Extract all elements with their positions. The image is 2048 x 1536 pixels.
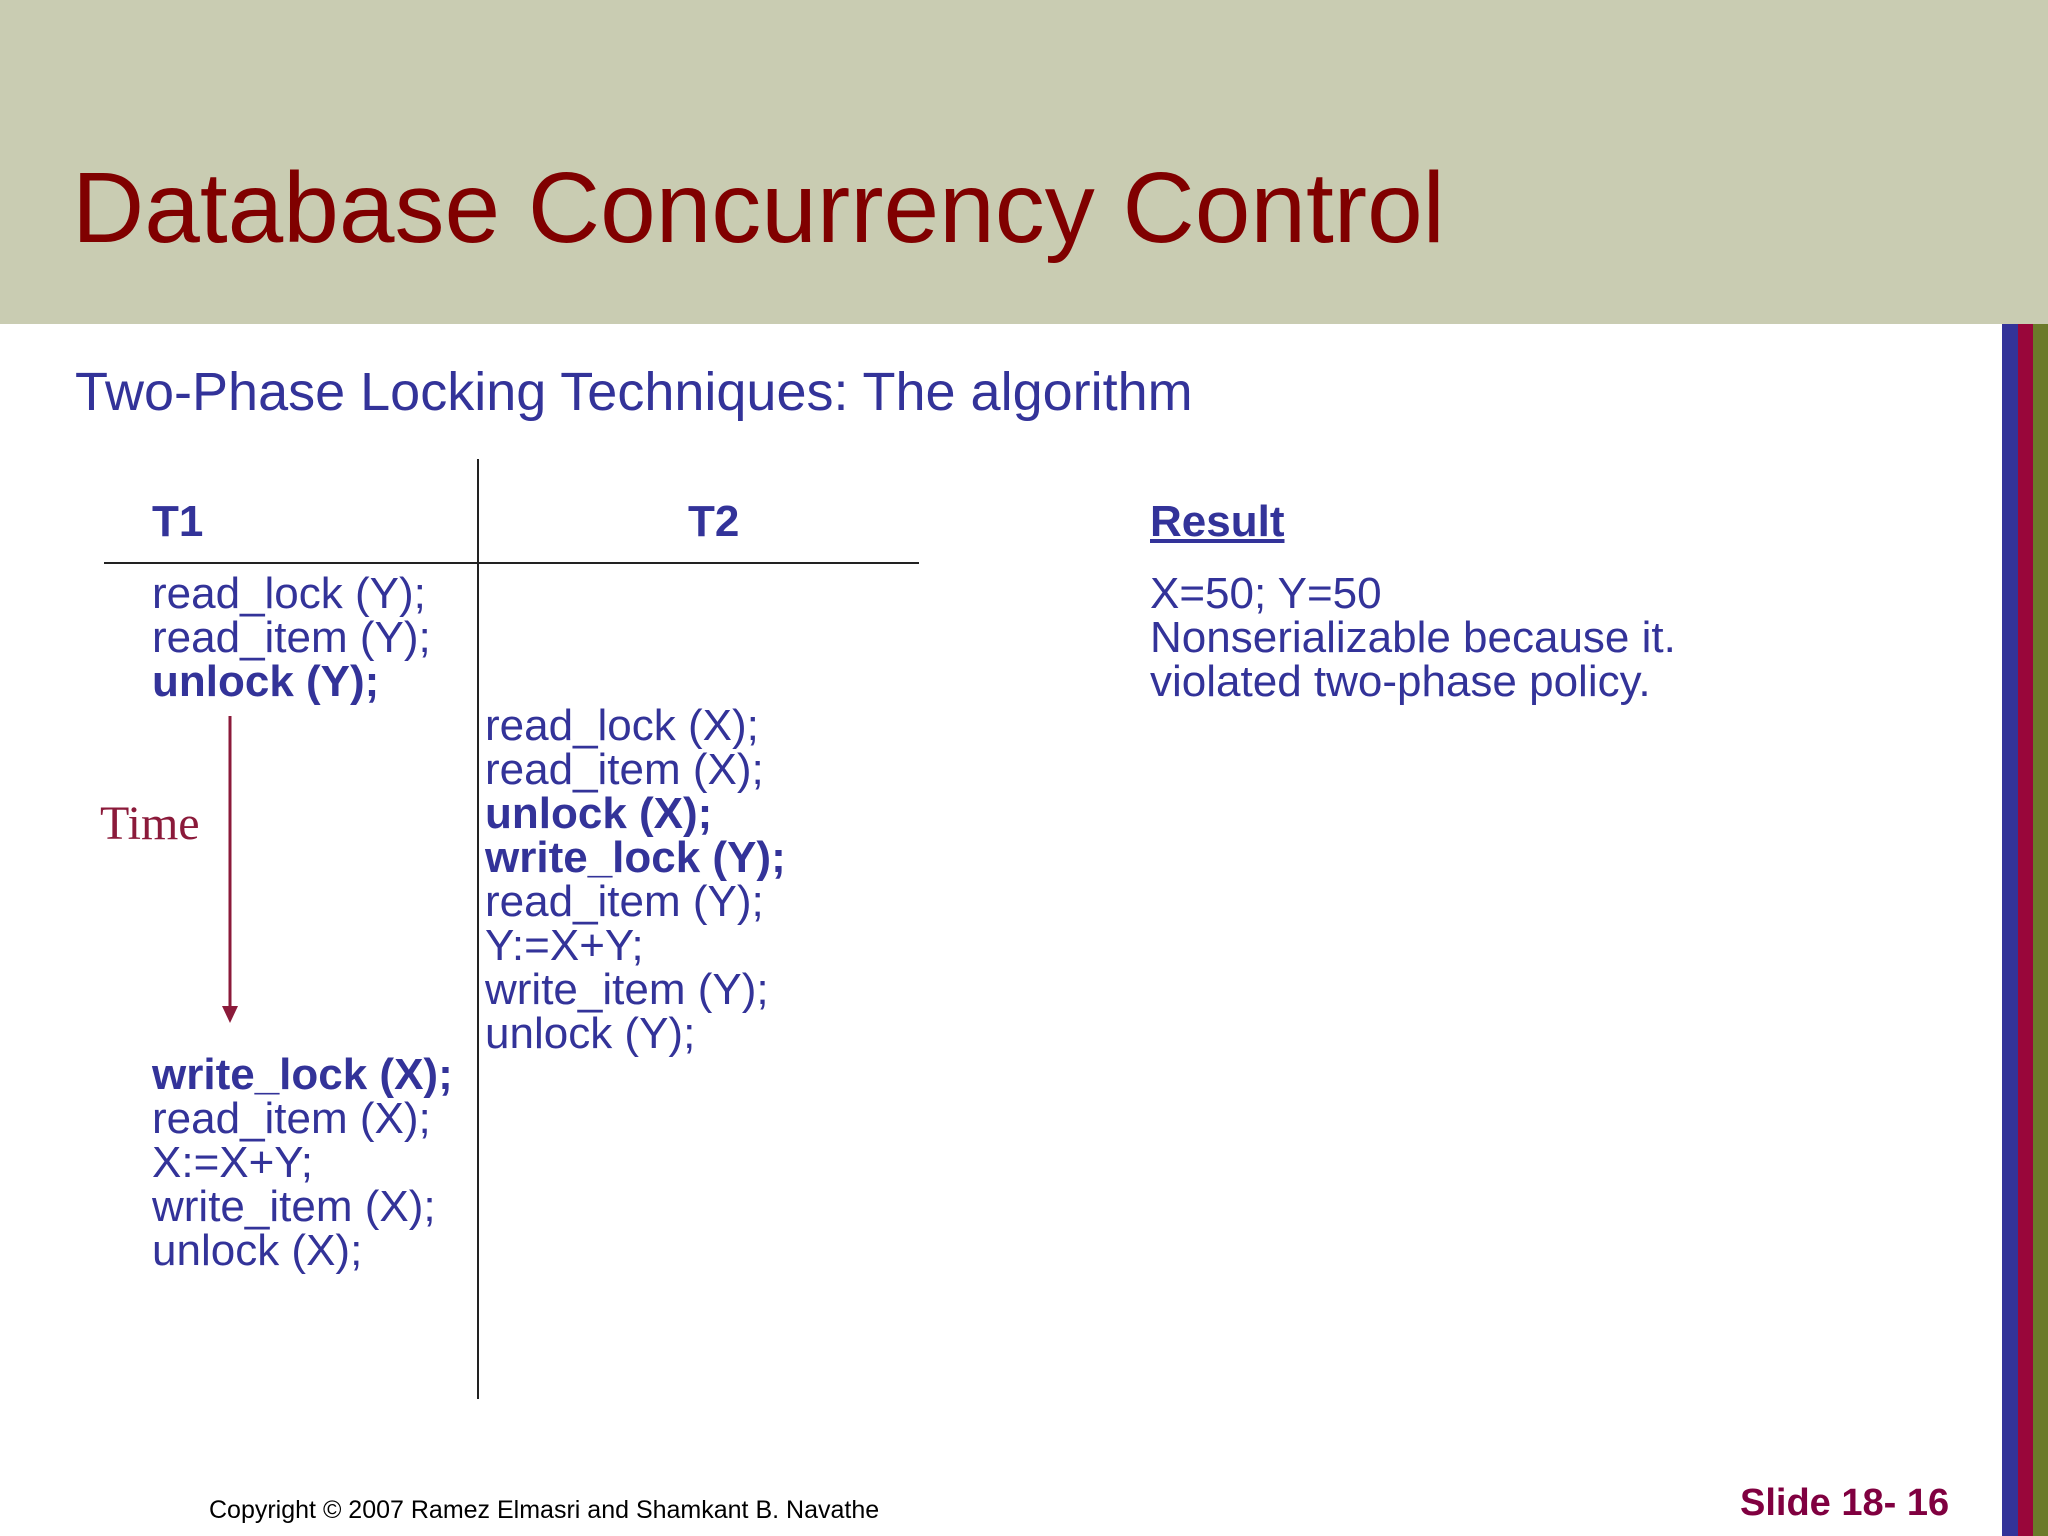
table-header-divider: [104, 562, 919, 564]
operation-line: read_item (X);: [152, 1094, 431, 1143]
operation-line: write_item (X);: [152, 1182, 436, 1231]
operation-line: read_lock (Y);: [152, 569, 426, 618]
operation-line-bold: unlock (Y);: [152, 657, 380, 706]
t2-operations: [485, 701, 786, 1058]
operation-line: read_lock (X);: [485, 701, 759, 750]
operation-line: write_item (Y);: [485, 965, 769, 1014]
right-stripe-olive: [2033, 324, 2048, 1536]
operation-line-bold: write_lock (X);: [152, 1050, 453, 1099]
operation-line-bold: unlock (X);: [485, 789, 713, 838]
slide-number: Slide 18- 16: [1740, 1482, 1950, 1524]
t1-first-operations: [152, 569, 431, 706]
t2-header: T2: [688, 497, 740, 546]
table-vertical-divider: [477, 459, 479, 1399]
copyright-notice: Copyright © 2007 Ramez Elmasri and Shamkant B. Navathe: [209, 1496, 880, 1524]
slide-subtitle: Two-Phase Locking Techniques: The algorithm: [75, 362, 1193, 422]
right-stripe-blue: [2002, 324, 2018, 1536]
right-stripe-red: [2018, 324, 2033, 1536]
operation-line-bold: write_lock (Y);: [485, 833, 786, 882]
operation-line: read_item (X);: [485, 745, 764, 794]
slide-title: Database Concurrency Control: [72, 152, 1445, 264]
t1-second-operations: [152, 1050, 453, 1275]
operation-line: unlock (Y);: [485, 1009, 696, 1058]
operation-line: read_item (Y);: [485, 877, 764, 926]
operation-line: Y:=X+Y;: [485, 921, 644, 970]
operation-line: unlock (X);: [152, 1226, 363, 1275]
result-line: Nonserializable because it.: [1150, 613, 1676, 662]
result-header: Result: [1150, 497, 1285, 546]
time-label: Time: [100, 797, 200, 850]
t1-header: T1: [152, 497, 204, 546]
result-text: [1150, 569, 1676, 706]
time-arrow-icon: [218, 716, 242, 1026]
result-line: violated two-phase policy.: [1150, 657, 1651, 706]
operation-line: X:=X+Y;: [152, 1138, 314, 1187]
result-line: X=50; Y=50: [1150, 569, 1382, 618]
operation-line: read_item (Y);: [152, 613, 431, 662]
